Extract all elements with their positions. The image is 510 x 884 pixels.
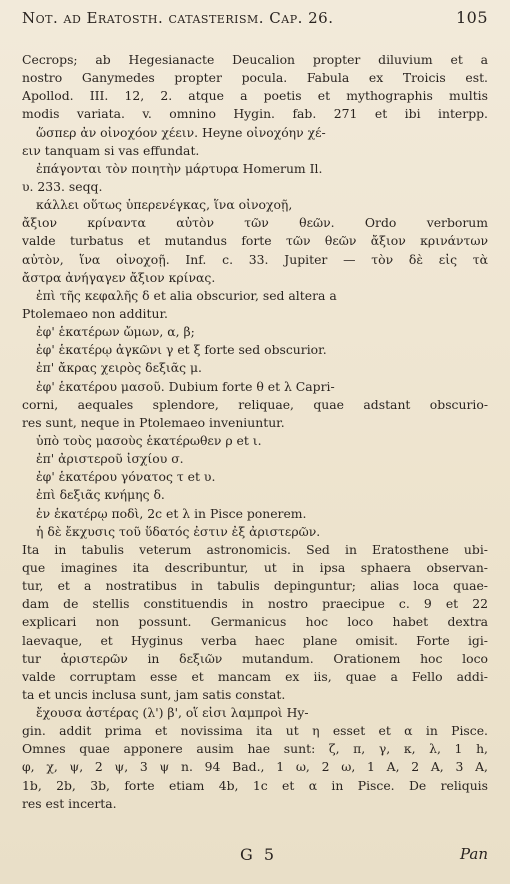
text-line: ἐπ' ἀριστεροῦ ἰσχίου σ. <box>36 451 184 467</box>
text-line: φ, χ, ψ, 2 ψ, 3 ψ n. 94 Bad., 1 ω, 2 ω, 1 A, 2 A, 3 A, <box>22 759 488 775</box>
text-line: ἔχουσα ἀστέρας (λ') β', οἵ εἰσι λαμπροὶ Hy- <box>36 705 309 721</box>
text-line: Apollod. III. 12, 2. atque a poetis et mythographis multis <box>22 88 488 104</box>
text-line: res est incerta. <box>22 795 117 811</box>
text-line: modis variata. v. omnino Hygin. fab. 271 et ibi interpp. <box>22 106 488 122</box>
text-line: ειν tanquam si vas effundat. <box>22 142 200 158</box>
text-line: ἄστρα ἀνήγαγεν ἄξιον κρίνας. <box>22 269 216 285</box>
text-line: que imagines ita describuntur, ut in ipsa sphaera observan- <box>22 559 488 575</box>
text-line: dam de stellis constituendis in nostro praecipue c. 9 et 22 <box>22 596 488 612</box>
signature-mark: G 5 <box>240 845 278 864</box>
running-title: Not. ad Eratosth. catasterism. Cap. 26. <box>22 9 334 27</box>
text-line: Omnes quae apponere ausim hae sunt: ζ, π, γ, κ, λ, 1 h, <box>22 741 488 757</box>
catchword: Pan <box>459 845 488 863</box>
text-line: gin. addit prima et novissima ita ut η esset et α in Pisce. <box>22 723 488 739</box>
text-line: ὥσπερ ἀν οἰνοχόον χέειν. Heyne οἰνοχόην χέ- <box>36 124 326 140</box>
text-line: ta et uncis inclusa sunt, jam satis constat. <box>22 686 286 702</box>
text-line: ὑπὸ τοὺς μασοὺς ἑκατέρωθεν ρ et ι. <box>36 432 262 448</box>
page-number: 105 <box>455 8 488 27</box>
text-line: laevaque, et Hyginus verba haec plane omisit. Forte igi- <box>22 632 488 648</box>
text-line: 1b, 2b, 3b, forte etiam 4b, 1c et α in Pisce. De reliquis <box>22 777 488 793</box>
text-line: ἐπὶ δεξιᾶς κνήμης δ. <box>36 487 165 503</box>
text-line: Cecrops; ab Hegesianacte Deucalion propter diluvium et a <box>22 52 488 67</box>
text-body <box>22 51 488 813</box>
text-line: ἐν ἑκατέρῳ ποδὶ, 2c et λ in Pisce ponerem. <box>36 505 307 521</box>
text-line: ἐφ' ἑκατέρου γόνατος τ et υ. <box>36 469 216 485</box>
text-line: ἐφ' ἑκατέρων ὤμων, α, β; <box>36 324 195 340</box>
text-line: κάλλει οὕτως ὑπερενέγκας, ἵνα οἰνοχοῇ, <box>36 197 293 213</box>
text-line: αὐτὸν, ἵνα οἰνοχοῇ. Inf. c. 33. Jupiter — τὸν δὲ εἰς τὰ <box>22 251 488 267</box>
page-footer <box>0 845 510 869</box>
text-line: nostro Ganymedes propter pocula. Fabula ex Troicis est. <box>22 70 488 86</box>
text-line: valde corruptam esse et mancam ex iis, quae a Fello addi- <box>22 668 488 684</box>
text-line: Ptolemaeo non additur. <box>22 305 168 321</box>
text-line: Ita in tabulis veterum astronomicis. Sed in Eratosthene ubi- <box>22 541 488 557</box>
text-line: ἡ δὲ ἔκχυσις τοῦ ὕδατός ἐστιν ἐξ ἀριστερῶν. <box>36 523 321 539</box>
text-line: valde turbatus et mutandus forte τῶν θεῶν ἄξιον κρινάντων <box>22 233 488 249</box>
text-line: corni, aequales splendore, reliquae, quae adstant obscurio- <box>22 396 488 412</box>
text-line: ἐφ' ἑκατέρου μασοῦ. Dubium forte θ et λ Capri- <box>36 378 335 394</box>
text-line: ἐφ' ἑκατέρῳ ἀγκῶνι γ et ξ forte sed obscurior. <box>36 342 327 358</box>
text-line: ἐπ' ἄκρας χειρὸς δεξιᾶς μ. <box>36 360 202 376</box>
text-line: υ. 233. seqq. <box>22 178 103 194</box>
text-line: ἐπὶ τῆς κεφαλῆς δ et alia obscurior, sed altera a <box>36 287 337 303</box>
text-line: tur ἀριστερῶν in δεξιῶν mutandum. Orationem hoc loco <box>22 650 488 666</box>
text-line: res sunt, neque in Ptolemaeo inveniuntur. <box>22 414 285 430</box>
text-line: explicari non possunt. Germanicus hoc loco habet dextra <box>22 614 488 630</box>
running-header <box>22 8 488 27</box>
text-line: tur, et a nostratibus in tabulis depinguntur; alias loca quae- <box>22 578 488 594</box>
text-line: ἄξιον κρίναντα αὐτὸν τῶν θεῶν. Ordo verborum <box>22 215 488 231</box>
text-line: ἐπάγονται τὸν ποιητὴν μάρτυρα Homerum Il. <box>36 160 323 176</box>
